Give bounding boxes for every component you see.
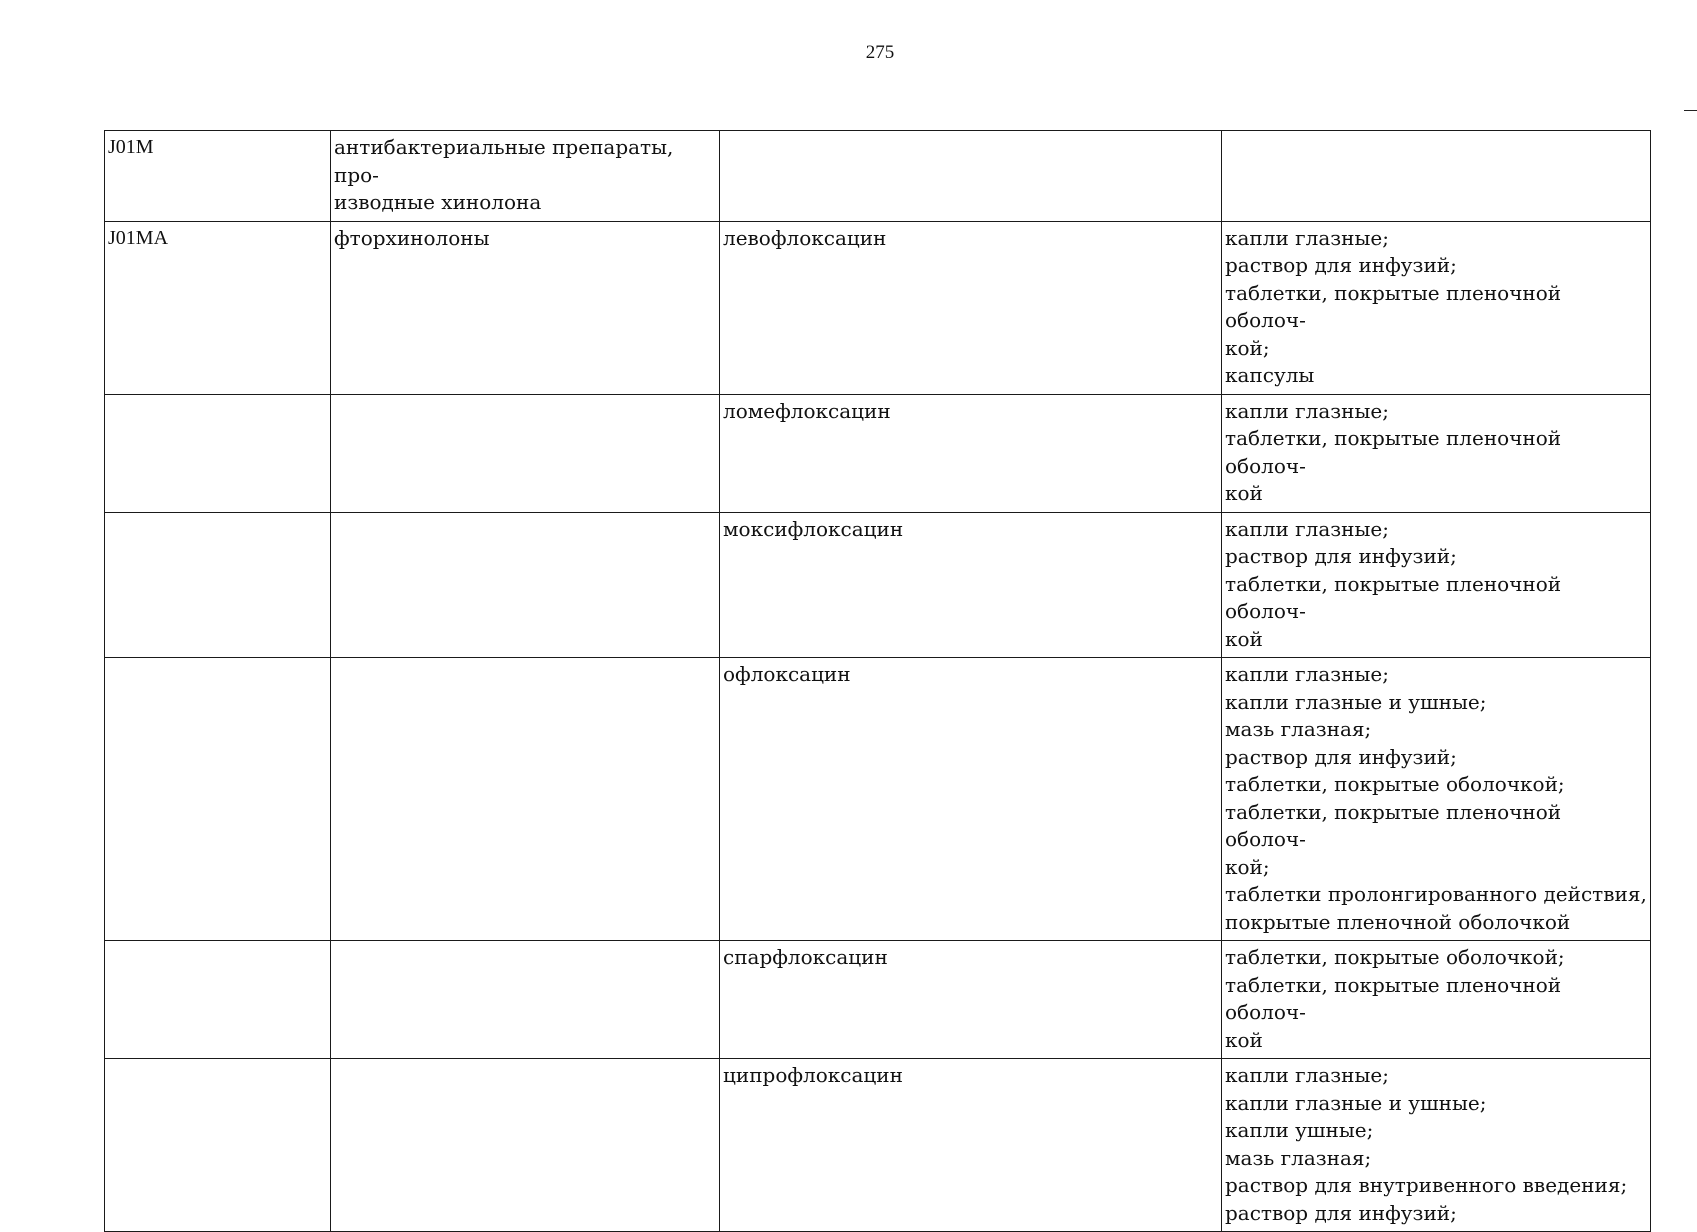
- dosage-form-line: таблетки, покрытые пленочной оболоч-: [1225, 571, 1562, 623]
- dosage-form-line: раствор для внутривенного введения;: [1225, 1173, 1628, 1197]
- table-row: [105, 394, 1651, 512]
- group-name-cell: [331, 221, 720, 394]
- dosage-form-line: таблетки пролонгированного действия,: [1225, 882, 1647, 906]
- table-row: [105, 1059, 1651, 1232]
- dosage-form-line: раствор для инфузий;: [1225, 744, 1457, 769]
- dosage-forms-cell: [1222, 1059, 1651, 1232]
- group-name-cell: [331, 941, 720, 1059]
- table-row: [105, 512, 1651, 658]
- dosage-forms-cell: [1222, 131, 1651, 222]
- group-name-cell: [331, 512, 720, 658]
- drug-name-cell: ломефлоксацин: [720, 394, 1222, 512]
- dosage-form-line: мазь глазная;: [1225, 1145, 1372, 1170]
- group-name-cell: [331, 1059, 720, 1232]
- drug-name-cell: моксифлоксацин: [720, 512, 1222, 658]
- dosage-form-line: кой: [1225, 626, 1263, 651]
- dosage-form-line: капли ушные;: [1225, 1118, 1374, 1142]
- dosage-form-line: раствор для инфузий;: [1225, 253, 1457, 277]
- atc-code-cell: [105, 394, 331, 512]
- dosage-form-line: кой;: [1225, 335, 1270, 360]
- dosage-form-line: раствор для инфузий;: [1225, 544, 1457, 568]
- table-row: [105, 658, 1651, 941]
- drug-name-cell: [720, 131, 1222, 222]
- atc-code-cell: [105, 512, 331, 658]
- dosage-form-line: капли глазные и ушные;: [1225, 689, 1487, 714]
- table-row: [105, 221, 1651, 394]
- dosage-form-line: капли глазные и ушные;: [1225, 1090, 1487, 1115]
- dosage-forms-cell: [1222, 941, 1651, 1059]
- dosage-forms-cell: [1222, 221, 1651, 394]
- drug-name-cell: спарфлоксацин: [720, 941, 1222, 1059]
- group-name-cell: [331, 131, 720, 222]
- dosage-form-line: таблетки, покрытые пленочной оболоч-: [1225, 426, 1562, 478]
- atc-code-cell: J01MA: [105, 221, 331, 394]
- dosage-form-line: таблетки, покрытые пленочной оболоч-: [1225, 280, 1562, 332]
- drug-table: [104, 130, 1651, 1232]
- drug-name-cell: ципрофлоксацин: [720, 1059, 1222, 1232]
- group-name-line: изводные хинолона: [334, 190, 542, 214]
- dosage-forms-cell: [1222, 512, 1651, 658]
- dosage-form-line: кой: [1225, 1027, 1263, 1052]
- dosage-form-line: капли глазные;: [1225, 516, 1389, 541]
- dosage-form-line: покрытые пленочной оболочкой: [1225, 909, 1571, 934]
- dosage-form-line: капли глазные;: [1225, 1063, 1389, 1087]
- atc-code-cell: [105, 658, 331, 941]
- page-number: 275: [865, 42, 895, 63]
- dosage-form-line: кой: [1225, 481, 1263, 505]
- dosage-form-line: таблетки, покрытые пленочной оболоч-: [1225, 799, 1562, 851]
- drug-name-cell: левофлоксацин: [720, 221, 1222, 394]
- dosage-form-line: таблетки, покрытые пленочной оболоч-: [1225, 972, 1562, 1024]
- dosage-form-line: капли глазные;: [1225, 662, 1389, 686]
- dosage-form-line: раствор для инфузий;: [1225, 1200, 1457, 1225]
- atc-code-cell: [105, 941, 331, 1059]
- group-name-line: антибактериальные препараты, про-: [334, 135, 674, 187]
- dosage-form-line: капли глазные;: [1225, 225, 1389, 250]
- atc-code-cell: [105, 1059, 331, 1232]
- dosage-forms-cell: [1222, 394, 1651, 512]
- dosage-form-line: мазь глазная;: [1225, 717, 1372, 741]
- group-name-cell: [331, 658, 720, 941]
- dosage-form-line: капсулы: [1225, 363, 1315, 387]
- edge-mark: [1684, 110, 1697, 111]
- dosage-form-line: капли глазные;: [1225, 398, 1389, 423]
- group-name-line: фторхинолоны: [334, 225, 490, 250]
- dosage-forms-cell: [1222, 658, 1651, 941]
- table-row: [105, 941, 1651, 1059]
- dosage-form-line: кой;: [1225, 854, 1270, 879]
- group-name-cell: [331, 394, 720, 512]
- drug-name-cell: офлоксацин: [720, 658, 1222, 941]
- dosage-form-line: таблетки, покрытые оболочкой;: [1225, 772, 1565, 796]
- dosage-form-line: таблетки, покрытые оболочкой;: [1225, 945, 1565, 969]
- table-row: [105, 131, 1651, 222]
- atc-code-cell: J01M: [105, 131, 331, 222]
